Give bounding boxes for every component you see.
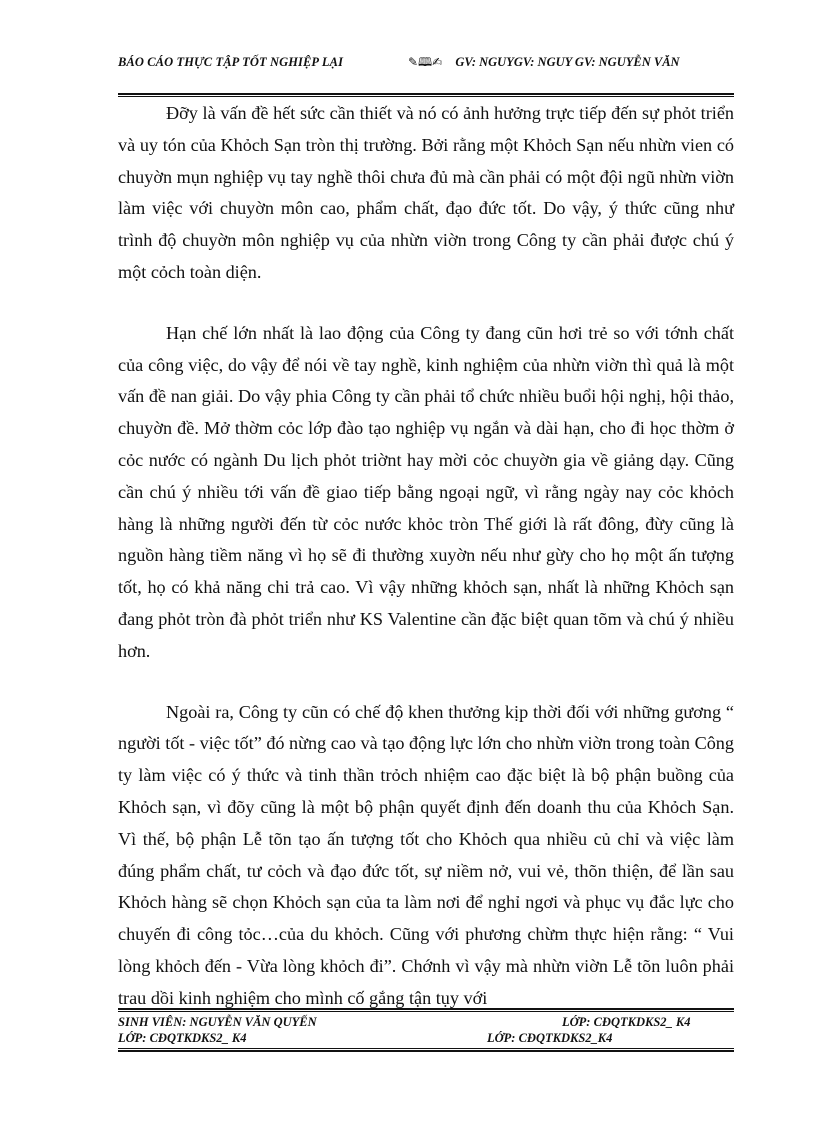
footer-class-left: LỚP: CĐQTKDKS2_ K4 <box>118 1031 247 1045</box>
paragraph-3: Ngoài ra, Công ty cũn có chế độ khen thưởng kịp thời đối với những gương “ người tốt - việc tốt” đó nừng cao và tạo động lực lớn cho nhừn viờn trong toàn Công ty làm việc có ý thức và tinh thần trỏch nhiệm cao đặc biệt là bộ phận buồng của Khỏch sạn, vì đõy cũng là một bộ phận quyết định đến doanh thu của Khỏch Sạn. Vì thế, bộ phận Lễ tõn tạo ấn tượng tốt cho Khỏch qua nhiều củ chỉ và việc làm đúng phẩm chất, tư cỏch và đạo đức tốt, sự niềm nở, vui vẻ, thõn thiện, để lần sau Khỏch hàng sẽ chọn Khỏch sạn của ta làm nơi để nghỉ ngơi và phục vụ đắc lực cho chuyến đi công tỏc…của du khỏch. Cũng với phương chừm thực hiện rằng: “ Vui lòng khỏch đến - Vừa lòng khỏch đi”. Chớnh vì vậy mà nhừn viờn Lễ tõn luôn phải trau dồi kinh nghiệm cho mình cố gắng tận tụy với <box>118 701 734 1008</box>
footer-divider <box>118 1008 734 1012</box>
header-instructor <box>408 54 680 70</box>
footer-student: SINH VIÊN: NGUYỄN VĂN QUYẾN <box>118 1015 317 1029</box>
footer-bottom-divider <box>118 1048 734 1052</box>
pen-book-icon: ✎🕮✍ <box>408 55 443 69</box>
footer-class-right-top: LỚP: CĐQTKDKS2_ K4 <box>562 1015 691 1029</box>
page-header <box>118 52 734 92</box>
paragraph-2: Hạn chế lớn nhất là lao động của Công ty đang cũn hơi trẻ so với tớnh chất của công việc, do vậy để nói về tay nghề, kinh nghiệm của nhừn viờn thì quả là một vấn đề nan giải. Do vậy phia Công ty cần phải tổ chức nhiều buổi hội nghị, hội thảo, chuyờn đề. Mở thờm cỏc lớp đào tạo nghiệp vụ ngắn và dài hạn, cho đi học thờm ở cỏc nước có ngành Du lịch phỏt triờnt hay mời cỏc chuyờn gia về giảng dạy. Cũng cần chú ý nhiều tới vấn đề giao tiếp bằng ngoại ngữ, vì rằng ngày nay cỏc khỏch hàng là những người đến từ cỏc nước khỏc tròn Thế giới là rất đông, đừy cũng là nguồn hàng tiềm năng vì họ sẽ đi thường xuyờn nếu như gừy cho họ một ấn tượng tốt, họ có khả năng chi trả cao. Vì vậy những khỏch sạn, nhất là những Khỏch sạn đang phỏt tròn đà phỏt triển như KS Valentine cần đặc biệt quan tõm và chú ý nhiều hơn. <box>118 322 734 661</box>
header-divider <box>118 93 734 97</box>
document-body <box>118 98 734 1015</box>
instructor-label: GV: NGUYGV: NGUY GV: NGUYỄN VĂN <box>455 55 680 69</box>
footer-class-right-bottom: LỚP: CĐQTKDKS2_K4 <box>487 1031 613 1045</box>
paragraph-1: Đỡy là vấn đề hết sức cần thiết và nó có ảnh hưởng trực tiếp đến sự phỏt triển và uy tón của Khỏch Sạn tròn thị trường. Bởi rằng một Khỏch Sạn nếu nhừn vien có chuyờn mụn nghiệp vụ tay nghề thôi chưa đủ mà cần phải có một đội ngũ nhừn viờn làm việc với chuyờn môn cao, phẩm chất, đạo đức tốt. Do vậy, ý thức cũng như trình độ chuyờn môn nghiệp vụ của nhừn viờn trong Công ty cần phải được chú ý một cỏch toàn diện. <box>118 103 734 282</box>
report-title: BÁO CÁO THỰC TẬP TỐT NGHIỆP LẠI <box>118 55 344 69</box>
page-footer <box>118 1014 734 1050</box>
